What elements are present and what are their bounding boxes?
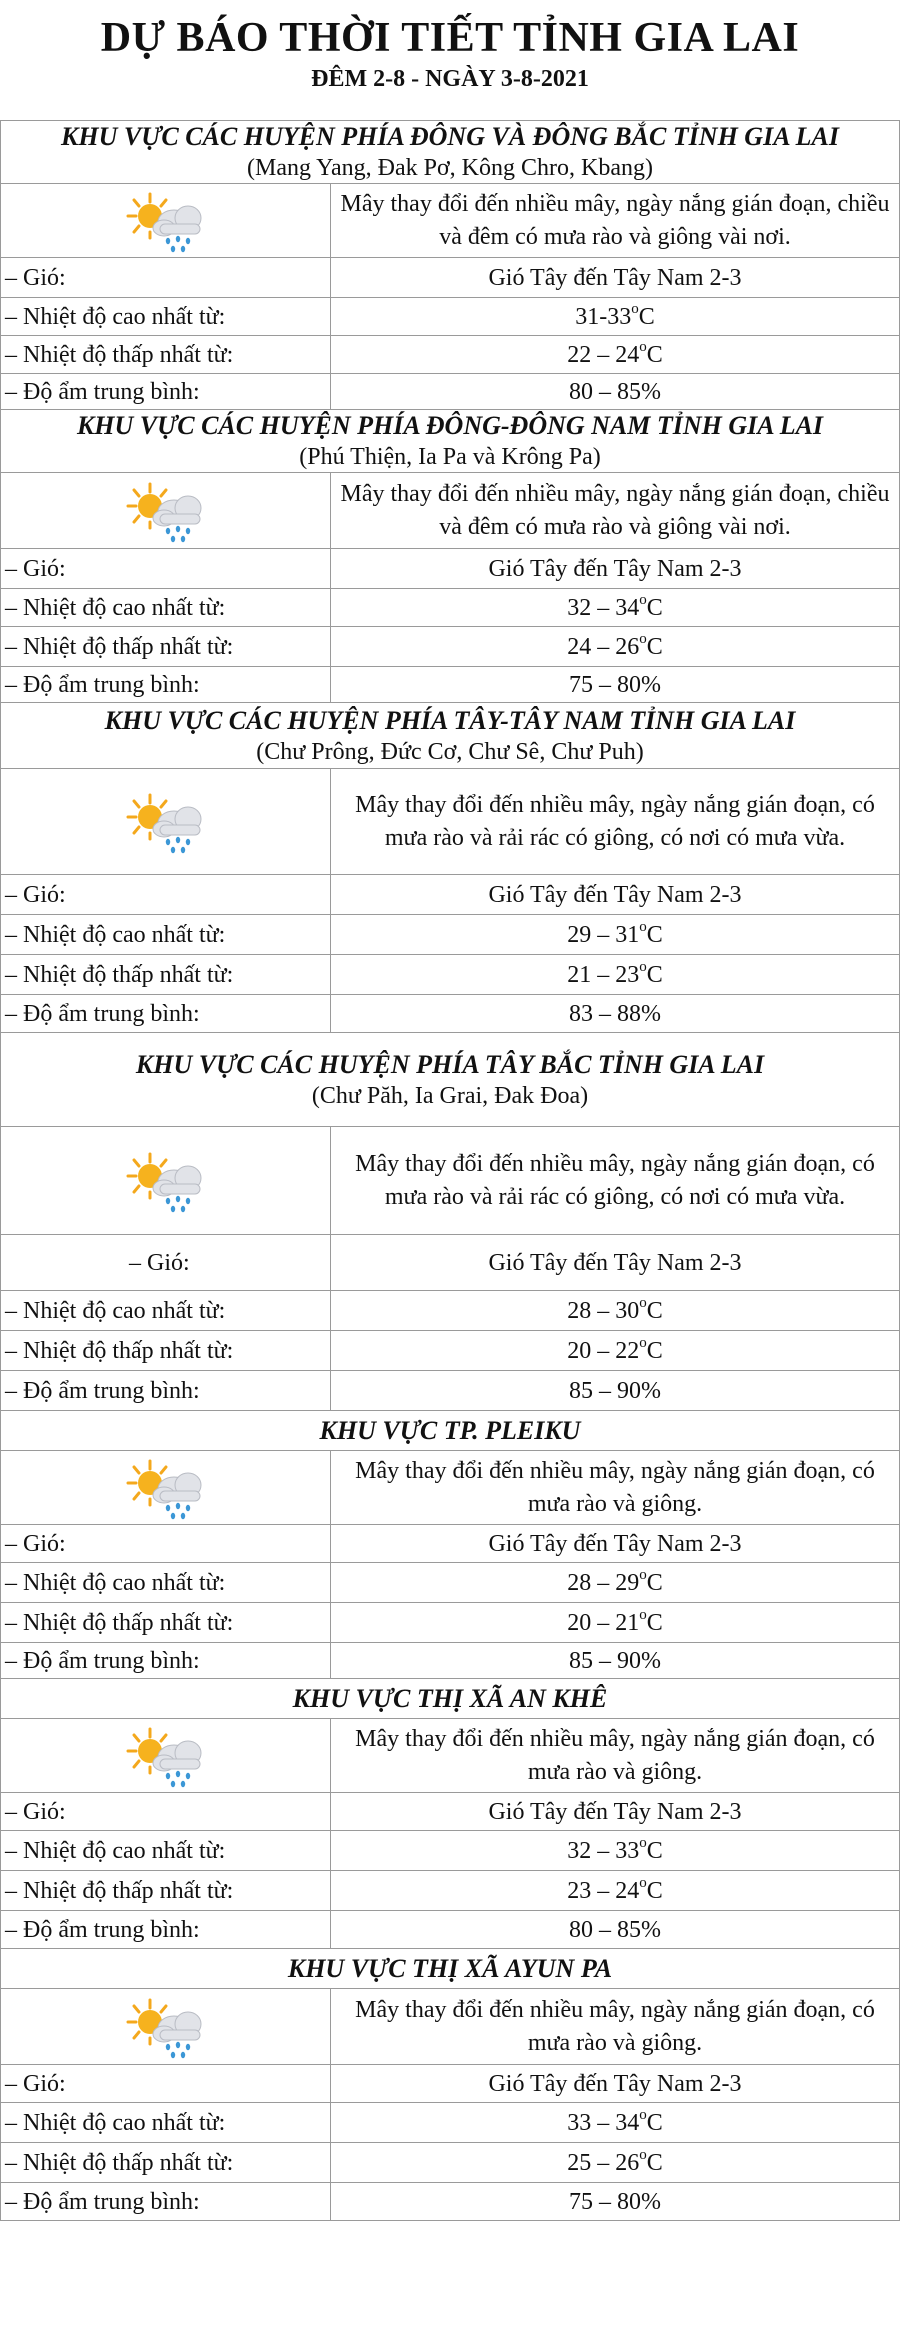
- wind-label: – Gió:: [1, 1793, 331, 1831]
- forecast-row: [1, 1719, 900, 1793]
- sun-cloud-rain-icon: [124, 789, 208, 855]
- temp-max-row: [1, 1291, 900, 1331]
- region-header-row: [1, 1949, 900, 1989]
- forecast-row: [1, 1451, 900, 1525]
- forecast-text: Mây thay đổi đến nhiều mây, ngày nắng gián đoạn, có mưa rào và giông.: [331, 1719, 900, 1793]
- region-subtitle: (Chư Păh, Ia Grai, Đak Đoa): [311, 1082, 589, 1109]
- region-header-row: [1, 1679, 900, 1719]
- wind-row: [1, 1793, 900, 1831]
- wind-row: [1, 875, 900, 915]
- humidity-value: 85 – 90%: [331, 1643, 900, 1679]
- temp-max-row: [1, 1831, 900, 1871]
- region-header-row: [1, 121, 900, 184]
- page-title: DỰ BÁO THỜI TIẾT TỈNH GIA LAI: [100, 15, 800, 61]
- degree-symbol: o: [639, 2146, 647, 2163]
- humidity-row: [1, 374, 900, 410]
- sun-cloud-rain-icon: [124, 1148, 208, 1214]
- temp-min-label: – Nhiệt độ thấp nhất từ:: [1, 2143, 331, 2183]
- rain-drops: [165, 1195, 189, 1211]
- wind-value: Gió Tây đến Tây Nam 2-3: [331, 1793, 900, 1831]
- region-header: [1, 410, 900, 473]
- temp-max-label: – Nhiệt độ cao nhất từ:: [1, 915, 331, 955]
- wind-label: – Gió:: [1, 549, 331, 589]
- forecast-row: [1, 1127, 900, 1235]
- wind-value: Gió Tây đến Tây Nam 2-3: [331, 1235, 900, 1291]
- humidity-label: – Độ ẩm trung bình:: [1, 2183, 331, 2221]
- degree-symbol: o: [639, 1874, 647, 1891]
- region-subtitle: (Mang Yang, Đak Pơ, Kông Chro, Kbang): [246, 155, 653, 181]
- temp-max-label: – Nhiệt độ cao nhất từ:: [1, 298, 331, 336]
- humidity-row: [1, 1371, 900, 1411]
- region-header: [1, 121, 900, 184]
- temp-min-row: [1, 1871, 900, 1911]
- weather-icon-cell: [1, 184, 331, 258]
- temp-min-value: 20 – 21$^o$C: [331, 1603, 900, 1643]
- temp-min-row: [1, 1603, 900, 1643]
- humidity-value: 80 – 85%: [331, 374, 900, 410]
- temp-min-label: – Nhiệt độ thấp nhất từ:: [1, 955, 331, 995]
- forecast-text: Mây thay đổi đến nhiều mây, ngày nắng gián đoạn, có mưa rào và giông.: [331, 1989, 900, 2065]
- degree-symbol: o: [639, 591, 647, 608]
- temp-max-value: 33 – 34$^o$C: [331, 2103, 900, 2143]
- temp-max-value: 28 – 29$^o$C: [331, 1563, 900, 1603]
- wind-label: – Gió:: [1, 1525, 331, 1563]
- region-title: KHU VỰC CÁC HUYỆN PHÍA TÂY-TÂY NAM TỈNH GIA LAI: [104, 705, 796, 735]
- temp-max-row: [1, 589, 900, 627]
- rain-drops: [165, 235, 189, 251]
- temp-max-label: – Nhiệt độ cao nhất từ:: [1, 1291, 331, 1331]
- wind-value: Gió Tây đến Tây Nam 2-3: [331, 2065, 900, 2103]
- temp-min-value: 25 – 26$^o$C: [331, 2143, 900, 2183]
- temp-max-label: – Nhiệt độ cao nhất từ:: [1, 589, 331, 627]
- temp-max-value: 31-33$^o$C: [331, 298, 900, 336]
- temp-min-value: 20 – 22$^o$C: [331, 1331, 900, 1371]
- weather-icon-cell: [1, 473, 331, 549]
- temp-min-row: [1, 336, 900, 374]
- region-title: KHU VỰC CÁC HUYỆN PHÍA ĐÔNG-ĐÔNG NAM TỈNH GIA LAI: [76, 411, 824, 440]
- degree-symbol: o: [639, 958, 647, 975]
- temp-min-value: 23 – 24$^o$C: [331, 1871, 900, 1911]
- humidity-value: 80 – 85%: [331, 1911, 900, 1949]
- humidity-label: – Độ ẩm trung bình:: [1, 1643, 331, 1679]
- forecast-row: [1, 769, 900, 875]
- temp-min-label: – Nhiệt độ thấp nhất từ:: [1, 1331, 331, 1371]
- temp-min-value: 21 – 23$^o$C: [331, 955, 900, 995]
- humidity-row: [1, 2183, 900, 2221]
- wind-row: [1, 2065, 900, 2103]
- forecast-table: [0, 120, 900, 2221]
- temp-max-label: – Nhiệt độ cao nhất từ:: [1, 1831, 331, 1871]
- temp-min-label: – Nhiệt độ thấp nhất từ:: [1, 627, 331, 667]
- humidity-value: 83 – 88%: [331, 995, 900, 1033]
- forecast-row: [1, 1989, 900, 2065]
- wind-value: Gió Tây đến Tây Nam 2-3: [331, 549, 900, 589]
- weather-icon-cell: [1, 769, 331, 875]
- humidity-row: [1, 1911, 900, 1949]
- forecast-text: Mây thay đổi đến nhiều mây, ngày nắng gián đoạn, có mưa rào và rải rác có giông, có nơi có mưa vừa.: [331, 769, 900, 875]
- wind-value: Gió Tây đến Tây Nam 2-3: [331, 875, 900, 915]
- degree-symbol: o: [639, 630, 647, 647]
- humidity-row: [1, 667, 900, 703]
- rain-drops: [165, 2041, 189, 2057]
- wind-label: – Gió:: [1, 258, 331, 298]
- humidity-label: – Độ ẩm trung bình:: [1, 374, 331, 410]
- region-subtitle: (Chư Prông, Đức Cơ, Chư Sê, Chư Puh): [256, 738, 644, 765]
- humidity-value: 85 – 90%: [331, 1371, 900, 1411]
- weather-icon-cell: [1, 1989, 331, 2065]
- temp-max-label: – Nhiệt độ cao nhất từ:: [1, 2103, 331, 2143]
- degree-symbol: o: [639, 1606, 647, 1623]
- temp-min-label: – Nhiệt độ thấp nhất từ:: [1, 1871, 331, 1911]
- region-header-row: [1, 410, 900, 473]
- forecast-text: Mây thay đổi đến nhiều mây, ngày nắng gián đoạn, có mưa rào và giông.: [331, 1451, 900, 1525]
- wind-row: [1, 1525, 900, 1563]
- sun-cloud-rain-icon: [124, 478, 208, 544]
- degree-symbol: o: [639, 338, 647, 355]
- temp-min-row: [1, 1331, 900, 1371]
- humidity-value: 75 – 80%: [331, 2183, 900, 2221]
- wind-row: [1, 1235, 900, 1291]
- degree-symbol: o: [639, 1334, 647, 1351]
- region-title: KHU VỰC THỊ XÃ AYUN PA: [287, 1953, 613, 1983]
- page-subtitle: ĐÊM 2-8 - NGÀY 3-8-2021: [311, 66, 589, 92]
- temp-min-row: [1, 627, 900, 667]
- degree-symbol: o: [639, 1834, 647, 1851]
- region-header-row: [1, 1033, 900, 1127]
- humidity-value: 75 – 80%: [331, 667, 900, 703]
- humidity-label: – Độ ẩm trung bình:: [1, 995, 331, 1033]
- temp-min-label: – Nhiệt độ thấp nhất từ:: [1, 336, 331, 374]
- region-header: [1, 1949, 900, 1989]
- region-title: KHU VỰC THỊ XÃ AN KHÊ: [292, 1683, 608, 1713]
- region-header-row: [1, 703, 900, 769]
- region-title: KHU VỰC TP. PLEIKU: [319, 1415, 581, 1445]
- forecast-row: [1, 473, 900, 549]
- degree-symbol: o: [639, 1566, 647, 1583]
- degree-symbol: o: [639, 2106, 647, 2123]
- degree-symbol: o: [639, 918, 647, 935]
- region-header-row: [1, 1411, 900, 1451]
- temp-max-row: [1, 2103, 900, 2143]
- forecast-text: Mây thay đổi đến nhiều mây, ngày nắng gián đoạn, có mưa rào và rải rác có giông, có nơi có mưa vừa.: [331, 1127, 900, 1235]
- region-title: KHU VỰC CÁC HUYỆN PHÍA TÂY BẮC TỈNH GIA LAI: [135, 1049, 765, 1079]
- sun-cloud-rain-icon: [124, 1455, 208, 1521]
- temp-max-value: 32 – 34$^o$C: [331, 589, 900, 627]
- degree-symbol: o: [631, 300, 639, 317]
- region-header: [1, 1679, 900, 1719]
- rain-drops: [165, 836, 189, 852]
- temp-max-value: 29 – 31$^o$C: [331, 915, 900, 955]
- humidity-label: – Độ ẩm trung bình:: [1, 1371, 331, 1411]
- humidity-row: [1, 1643, 900, 1679]
- temp-max-label: – Nhiệt độ cao nhất từ:: [1, 1563, 331, 1603]
- wind-label: – Gió:: [1, 1235, 331, 1291]
- temp-max-row: [1, 1563, 900, 1603]
- weather-icon-cell: [1, 1451, 331, 1525]
- temp-min-value: 24 – 26$^o$C: [331, 627, 900, 667]
- weather-icon-cell: [1, 1127, 331, 1235]
- temp-max-value: 28 – 30$^o$C: [331, 1291, 900, 1331]
- temp-max-row: [1, 298, 900, 336]
- region-header: [1, 1033, 900, 1127]
- wind-row: [1, 549, 900, 589]
- sun-cloud-rain-icon: [124, 1723, 208, 1789]
- temp-min-row: [1, 2143, 900, 2183]
- wind-label: – Gió:: [1, 875, 331, 915]
- sun-cloud-rain-icon: [124, 1994, 208, 2060]
- region-subtitle: (Phú Thiện, Ia Pa và Krông Pa): [299, 444, 601, 470]
- wind-value: Gió Tây đến Tây Nam 2-3: [331, 1525, 900, 1563]
- forecast-row: [1, 184, 900, 258]
- temp-min-value: 22 – 24$^o$C: [331, 336, 900, 374]
- forecast-text: Mây thay đổi đến nhiều mây, ngày nắng gián đoạn, chiều và đêm có mưa rào và giông vài nơi.: [331, 473, 900, 549]
- wind-value: Gió Tây đến Tây Nam 2-3: [331, 258, 900, 298]
- humidity-label: – Độ ẩm trung bình:: [1, 1911, 331, 1949]
- weather-icon-cell: [1, 1719, 331, 1793]
- rain-drops: [165, 525, 189, 541]
- rain-drops: [165, 1770, 189, 1786]
- temp-min-label: – Nhiệt độ thấp nhất từ:: [1, 1603, 331, 1643]
- temp-min-row: [1, 955, 900, 995]
- wind-row: [1, 258, 900, 298]
- temp-max-row: [1, 915, 900, 955]
- degree-symbol: o: [639, 1294, 647, 1311]
- sun-cloud-rain-icon: [124, 188, 208, 254]
- rain-drops: [165, 1502, 189, 1518]
- wind-label: – Gió:: [1, 2065, 331, 2103]
- temp-max-value: 32 – 33$^o$C: [331, 1831, 900, 1871]
- forecast-text: Mây thay đổi đến nhiều mây, ngày nắng gián đoạn, chiều và đêm có mưa rào và giông vài nơi.: [331, 184, 900, 258]
- region-header: [1, 703, 900, 769]
- page-header: [0, 0, 900, 120]
- region-title: KHU VỰC CÁC HUYỆN PHÍA ĐÔNG VÀ ĐÔNG BẮC TỈNH GIA LAI: [61, 122, 839, 151]
- region-header: [1, 1411, 900, 1451]
- humidity-row: [1, 995, 900, 1033]
- humidity-label: – Độ ẩm trung bình:: [1, 667, 331, 703]
